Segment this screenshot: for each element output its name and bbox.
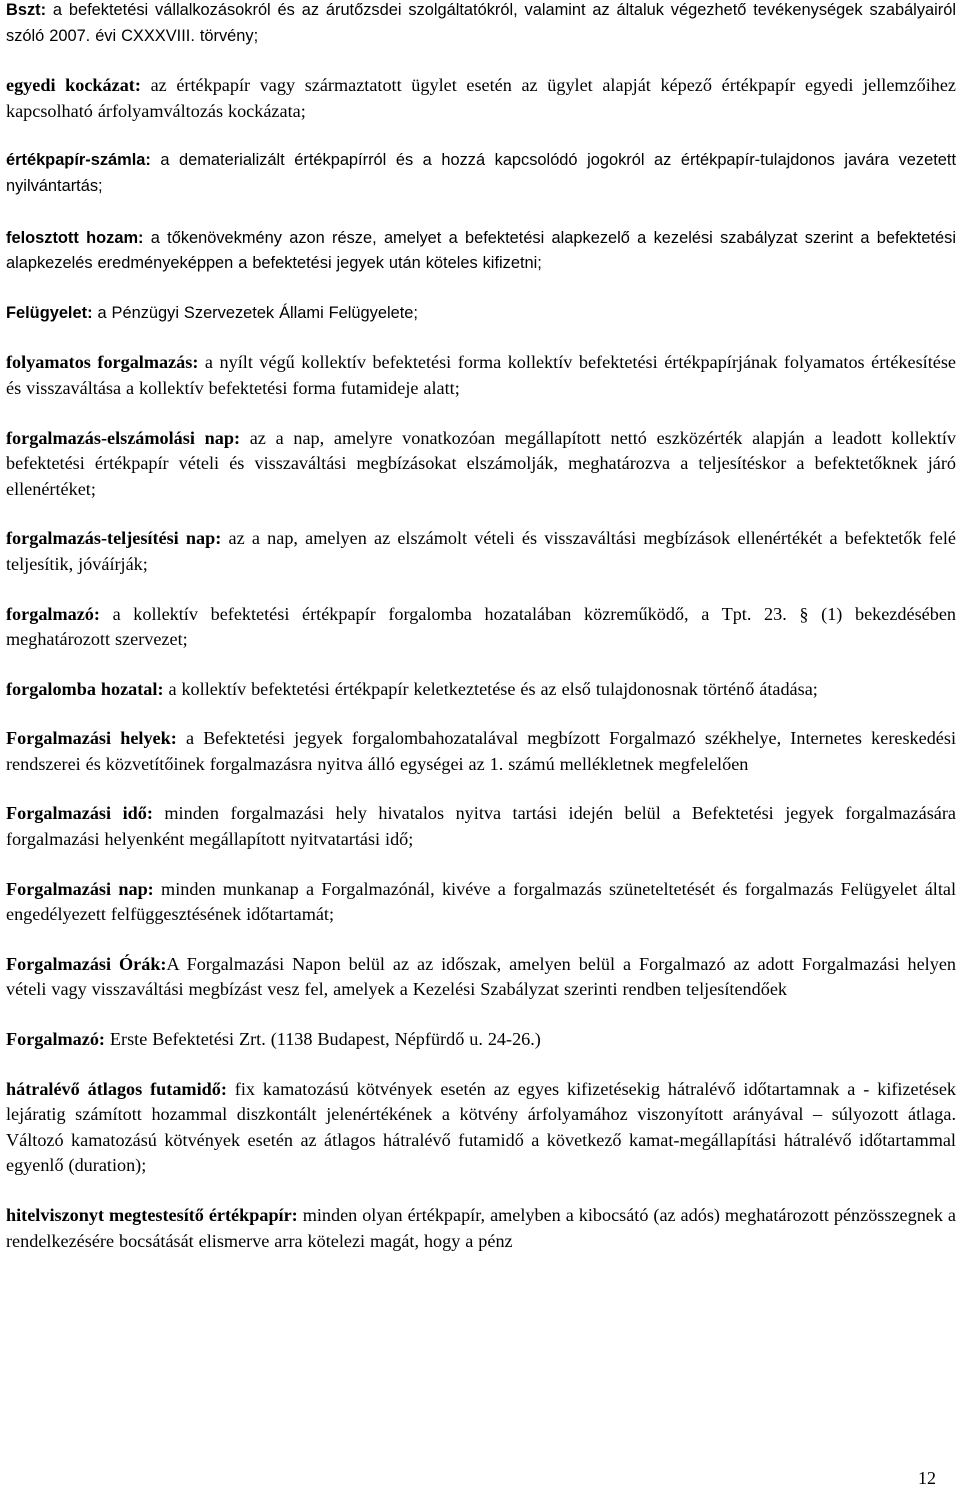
definition-forgalmazasi-helyek bbox=[6, 726, 956, 777]
definition-term: hitelviszonyt megtestesítő értékpapír: bbox=[6, 1205, 298, 1225]
definition-description: A Forgalmazási Napon belül az az időszak, amelyen belül a Forgalmazó az adott Forgalmazási helyen vételi vagy visszaváltási megbízást vesz fel, amelyek a Kezelési Szabályzat szerinti rendben teljesítendőek bbox=[6, 953, 956, 1000]
definition-description: minden munkanap a Forgalmazónál, kivéve a forgalmazás szüneteltetését és forgalmazás Felügyelet által engedélyezett felfüggesztésének időtartamát; bbox=[6, 878, 956, 925]
definition-term: értékpapír-számla: bbox=[6, 151, 151, 170]
definition-forgalomba-hozatal bbox=[6, 677, 956, 703]
definition-description: a dematerializált értékpapírról és a hozzá kapcsolódó jogokról az értékpapír-tulajdonos javára vezetett nyilvántartás; bbox=[6, 151, 956, 195]
definition-description: minden olyan értékpapír, amelyben a kibocsátó (az adós) meghatározott pénzösszegnek a rendelkezésére bocsátását elismerve arra kötelezi magát, hogy a pénz bbox=[6, 1205, 956, 1251]
definition-description: az a nap, amelyen az elszámolt vételi és visszaváltási megbízások ellenértékét a befektetők felé teljesítik, jóváírják; bbox=[6, 528, 956, 574]
definition-felugyelet bbox=[6, 301, 956, 327]
definition-hatralevo-atlagos-futamido bbox=[6, 1077, 956, 1179]
definition-term: hátralévő átlagos futamidő: bbox=[6, 1078, 227, 1099]
definition-term: forgalomba hozatal: bbox=[6, 678, 164, 699]
definition-forgalmazo-erste bbox=[6, 1027, 956, 1053]
definition-description: a kollektív befektetési értékpapír keletkeztetése és az első tulajdonosnak történő átadása; bbox=[163, 678, 818, 699]
document-page bbox=[6, 0, 956, 1254]
definition-term: Forgalmazási Órák: bbox=[6, 953, 167, 974]
definition-term: egyedi kockázat: bbox=[6, 75, 141, 96]
definition-description: minden forgalmazási hely hivatalos nyitva tartási idején belül a Befektetési jegyek forgalmazására forgalmazási helyenként megállapított nyitvatartási idő; bbox=[6, 803, 956, 850]
definition-term: Forgalmazási helyek: bbox=[6, 728, 177, 749]
definition-egyedi-kockazat bbox=[6, 73, 956, 124]
definition-folyamatos-forgalmazas bbox=[6, 350, 956, 401]
definition-forgalmazasi-ido bbox=[6, 801, 956, 852]
definition-term: Bszt: bbox=[6, 1, 47, 19]
definition-term: forgalmazás-elszámolási nap: bbox=[6, 427, 240, 448]
definition-ertekpapir-szamla bbox=[6, 148, 956, 199]
definition-term: forgalmazó: bbox=[6, 603, 100, 624]
definition-term: folyamatos forgalmazás: bbox=[6, 352, 199, 373]
definition-forgalmazasi-orak bbox=[6, 952, 956, 1003]
definition-felosztott-hozam bbox=[6, 226, 956, 277]
definition-forgalmazas-teljesitesi-nap bbox=[6, 526, 956, 577]
definition-description: a Befektetési jegyek forgalombahozatalával megbízott Forgalmazó székhelye, Internetes kereskedési rendszerei és közvetítőinek forgalmazásra nyitva álló egységei az 1. számú mellékletnek megfelelően bbox=[6, 728, 957, 774]
definition-term: Forgalmazási nap: bbox=[6, 878, 154, 899]
definition-forgalmazas-elszamolasi-nap bbox=[6, 426, 956, 503]
definition-description: a Pénzügyi Szervezetek Állami Felügyelete; bbox=[92, 303, 418, 322]
definition-forgalmazasi-nap bbox=[6, 877, 956, 928]
definition-description: a tőkenövekmény azon része, amelyet a befektetési alapkezelő a kezelési szabályzat szerint a befektetési alapkezelés eredményeképpen a befektetési jegyek után köteles kifizetni; bbox=[6, 228, 956, 273]
definition-hitelviszonyt-megtestesito-ertekpapir bbox=[6, 1203, 956, 1254]
definition-forgalmazo bbox=[6, 602, 956, 653]
definition-term: forgalmazás-teljesítési nap: bbox=[6, 528, 222, 549]
page-number: 12 bbox=[918, 1468, 936, 1488]
definition-term: felosztott hozam: bbox=[6, 228, 144, 247]
definition-term: Felügyelet: bbox=[6, 303, 93, 322]
definition-description: Erste Befektetési Zrt. (1138 Budapest, Népfürdő u. 24-26.) bbox=[104, 1029, 541, 1050]
definition-description: a kollektív befektetési értékpapír forgalomba hozatalában közreműködő, a Tpt. 23. § (1) bekezdésében meghatározott szervezet; bbox=[6, 603, 956, 650]
definition-description: a nyílt végű kollektív befektetési forma kollektív befektetési értékpapírjának folyamatos értékesítése és visszaváltása a kollektív befektetési forma futamideje alatt; bbox=[6, 352, 956, 398]
definition-description: fix kamatozású kötvények esetén az egyes kifizetésekig hátralévő időtartamnak a - kifizetések lejáratig számított hozammal diszkontált jelenértékének a kötvény árfolyamához viszonyított arányával – súlyozott átlaga. Változó kamatozású kötvények esetén az átlagos hátralévő futamidő a következő kamat-megállapítási hátralévő időtartammal egyenlő (duration); bbox=[6, 1078, 956, 1176]
definition-term: Forgalmazási idő: bbox=[6, 803, 153, 824]
definition-bszt bbox=[6, 0, 956, 49]
definition-description: a befektetési vállalkozásokról és az árutőzsdei szolgáltatókról, valamint az általuk végezhető tevékenységek szabályairól szóló 2007. évi CXXXVIII. törvény; bbox=[6, 1, 956, 45]
definition-term: Forgalmazó: bbox=[6, 1029, 105, 1050]
definition-description: az a nap, amelyre vonatkozóan megállapított nettó eszközérték alapján a leadott kollektív befektetési értékpapír vételi és visszaváltási megbízásokat elszámolják, meghatározva a teljesítéskor a befektetőknek járó ellenértéket; bbox=[6, 427, 956, 499]
definition-description: az értékpapír vagy származtatott ügylet esetén az ügylet alapját képező értékpapír egyedi jellemzőihez kapcsolható árfolyamváltozás kockázata; bbox=[6, 75, 957, 121]
